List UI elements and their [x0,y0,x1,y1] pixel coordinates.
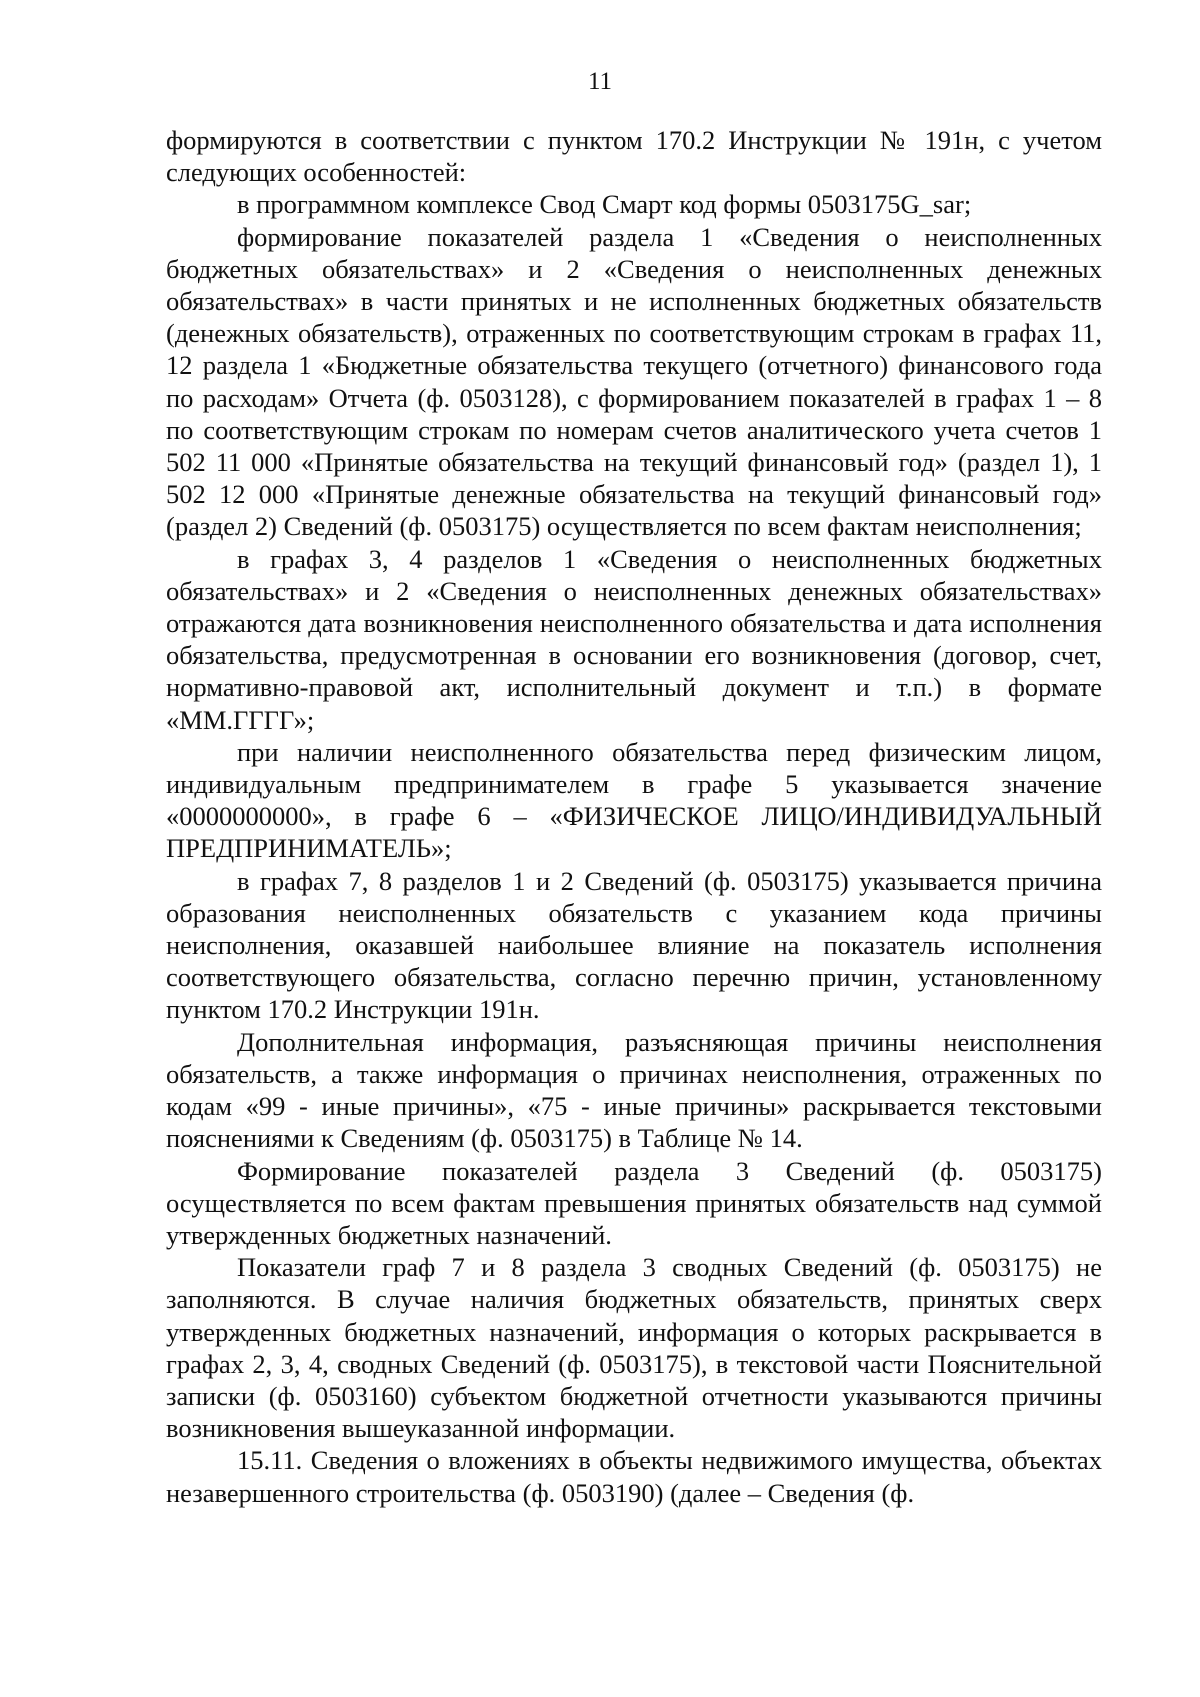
paragraph: Дополнительная информация, разъясняющая причины неисполнения обязательств, а также информация о причинах неисполнения, отраженных по кодам «99 - иные причины», «75 - иные причины» раскрывается текстовыми пояснениями к Сведениям (ф. 0503175) в Таблице № 14. [166,1026,1102,1154]
paragraph: при наличии неисполненного обязательства перед физическим лицом, индивидуальным предпринимателем в графе 5 указывается значение «0000000000», в графе 6 – «ФИЗИЧЕСКОЕ ЛИЦО/ИНДИВИДУАЛЬНЫЙ ПРЕДПРИНИМАТЕЛЬ»; [166,736,1102,864]
paragraph: Формирование показателей раздела 3 Сведений (ф. 0503175) осуществляется по всем фактам превышения принятых обязательств над суммой утвержденных бюджетных назначений. [166,1155,1102,1250]
document-body [166,124,1102,1509]
paragraph: в графах 3, 4 разделов 1 «Сведения о неисполненных бюджетных обязательствах» и 2 «Сведения о неисполненных денежных обязательствах» отражаются дата возникновения неисполненного обязательства и дата исполнения обязательства, предусмотренная в основании его возникновения (договор, счет, нормативно-правовой акт, исполнительный документ и т.п.) в формате «ММ.ГГГГ»; [166,543,1102,735]
page-number: 11 [587,68,613,95]
paragraph: в графах 7, 8 разделов 1 и 2 Сведений (ф. 0503175) указывается причина образования неисполненных обязательств с указанием кода причины неисполнения, оказавшей наибольшее влияние на показатель исполнения соответствующего обязательства, согласно перечню причин, установленному пунктом 170.2 Инструкции 191н. [166,865,1102,1025]
paragraph: в программном комплексе Свод Смарт код формы 0503175G_sar; [237,189,972,220]
paragraph: 15.11. Сведения о вложениях в объекты недвижимого имущества, объектах незавершенного строительства (ф. 0503190) (далее – Сведения (ф. [166,1445,1102,1508]
paragraph: формирование показателей раздела 1 «Сведения о неисполненных бюджетных обязательствах» и 2 «Сведения о неисполненных денежных обязательствах» в части принятых и не исполненных бюджетных обязательств (денежных обязательств), отраженных по соответствующим строкам в графах 11, 12 раздела 1 «Бюджетные обязательства текущего (отчетного) финансового года по расходам» Отчета (ф. 0503128), с формированием показателей в графах 1 – 8 по соответствующим строкам по номерам счетов аналитического учета счетов 1 502 11 000 «Принятые обязательства на текущий финансовый год» (раздел 1), 1 502 12 000 «Принятые денежные обязательства на текущий финансовый год» (раздел 2) Сведений (ф. 0503175) осуществляется по всем фактам неисполнения; [166,221,1102,542]
paragraph: Показатели граф 7 и 8 раздела 3 сводных Сведений (ф. 0503175) не заполняются. В случае наличия бюджетных обязательств, принятых сверх утвержденных бюджетных назначений, информация о которых раскрывается в графах 2, 3, 4, сводных Сведений (ф. 0503175), в текстовой части Пояснительной записки (ф. 0503160) субъектом бюджетной отчетности указываются причины возникновения вышеуказанной информации. [166,1252,1102,1444]
paragraph: формируются в соответствии с пунктом 170.2 Инструкции № 191н, с учетом следующих особенностей: [166,125,1102,188]
